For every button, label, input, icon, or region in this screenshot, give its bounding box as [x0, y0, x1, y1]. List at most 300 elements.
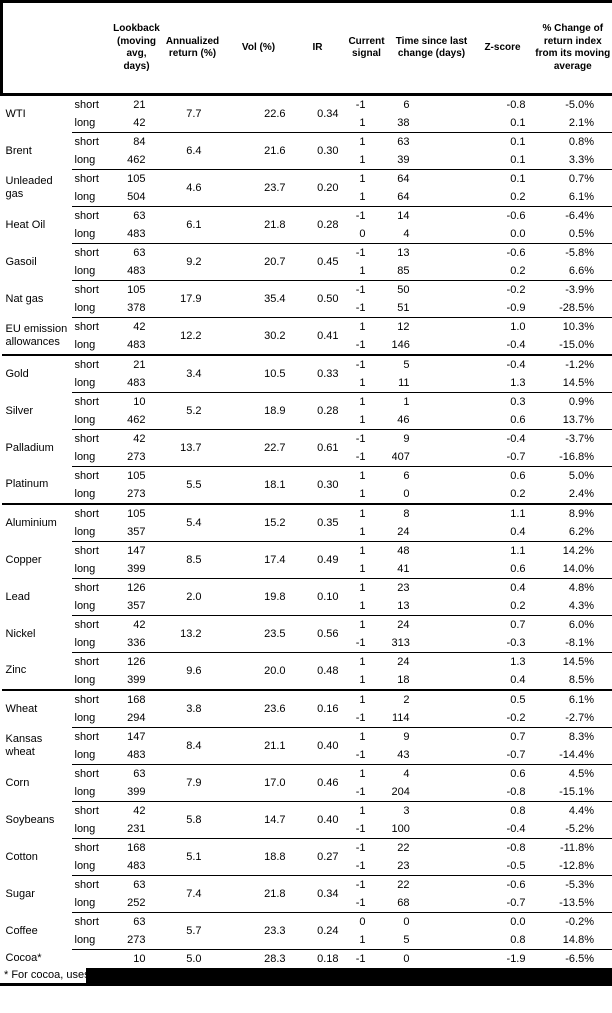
- time-since-change-cell: 2: [392, 690, 472, 709]
- lookback-cell: 126: [112, 579, 162, 598]
- pct-change-cell: 4.4%: [534, 802, 612, 821]
- pct-change-cell: -16.8%: [534, 448, 612, 467]
- leg-label-cell: long: [74, 749, 96, 761]
- pct-change-cell: 14.2%: [534, 542, 612, 561]
- zscore-cell: -0.2: [472, 281, 534, 300]
- time-since-change-cell: 0: [392, 913, 472, 932]
- lookback-cell: 105: [112, 170, 162, 189]
- ir-cell: 0.28: [294, 393, 342, 430]
- leg-label-cell: short: [72, 244, 112, 263]
- commodity-name-cell: Gold: [2, 355, 72, 393]
- time-since-change-cell: 5: [403, 934, 410, 946]
- lookback-cell: 63: [112, 913, 162, 932]
- vol-cell: 18.1: [224, 467, 294, 505]
- zscore-cell: 0.8: [510, 934, 526, 946]
- leg-label-cell: long: [74, 823, 96, 835]
- lookback-cell: 399: [127, 786, 146, 798]
- ir-cell: 0.24: [294, 913, 342, 950]
- table-row: [2, 170, 612, 189]
- ir-cell: 0.40: [294, 802, 342, 839]
- table-row: [2, 504, 612, 523]
- lookback-cell: 483: [127, 228, 146, 240]
- signal-cell: -1: [355, 897, 366, 909]
- ir-cell: 0.20: [294, 170, 342, 207]
- time-since-change-cell: 43: [397, 749, 410, 761]
- pct-change-cell: -5.3%: [534, 876, 612, 895]
- annualized-return-cell: 3.8: [162, 690, 224, 728]
- signal-cell: 1: [342, 504, 392, 523]
- signal-cell: 1: [359, 488, 366, 500]
- zscore-cell: 0.1: [472, 133, 534, 152]
- ir-cell: 0.10: [294, 579, 342, 616]
- annualized-return-cell: 12.2: [162, 318, 224, 356]
- table-row: [2, 579, 612, 598]
- ir-cell: 0.33: [294, 355, 342, 393]
- zscore-cell: 0.7: [472, 728, 534, 747]
- time-since-change-cell: 68: [397, 897, 410, 909]
- time-since-change-cell: 11: [398, 377, 410, 389]
- column-header: Lookback (moving avg, days): [112, 2, 162, 95]
- lookback-cell: 462: [127, 414, 146, 426]
- ir-cell: 0.45: [294, 244, 342, 281]
- pct-change-cell: 6.6%: [534, 262, 612, 281]
- time-since-change-cell: 4: [403, 228, 410, 240]
- pct-change-cell: 2.1%: [534, 114, 612, 133]
- vol-cell: 28.3: [224, 950, 294, 969]
- commodity-name-cell: Soybeans: [5, 813, 55, 826]
- zscore-cell: 0.2: [510, 600, 526, 612]
- signal-cell: 1: [342, 542, 392, 561]
- signal-cell: 1: [342, 467, 392, 486]
- pct-change-cell: 6.1%: [534, 690, 612, 709]
- zscore-cell: -0.6: [472, 207, 534, 226]
- table-row: [2, 876, 612, 895]
- ir-cell: 0.30: [294, 133, 342, 170]
- lookback-cell: 273: [127, 934, 146, 946]
- pct-change-cell: 6.0%: [534, 616, 612, 635]
- annualized-return-cell: 4.6: [162, 170, 224, 207]
- leg-label-cell: long: [74, 674, 96, 686]
- vol-cell: 30.2: [224, 318, 294, 356]
- zscore-cell: 0.4: [472, 579, 534, 598]
- zscore-cell: 0.1: [510, 154, 526, 166]
- lookback-cell: 504: [127, 191, 146, 203]
- column-header: [72, 2, 112, 95]
- signal-cell: -1: [355, 99, 366, 111]
- leg-label-cell: long: [74, 712, 96, 724]
- commodity-name-cell: Aluminium: [2, 504, 72, 542]
- lookback-cell: 168: [112, 839, 162, 858]
- commodity-name-cell: Lead: [5, 590, 30, 603]
- pct-change-cell: 14.5%: [534, 374, 612, 393]
- time-since-change-cell: 24: [392, 616, 472, 635]
- vol-cell: 21.8: [224, 207, 294, 244]
- column-header: IR: [294, 2, 342, 95]
- ir-cell: 0.48: [294, 653, 342, 691]
- annualized-return-cell: 5.5: [162, 467, 224, 505]
- lookback-cell: 63: [112, 876, 162, 895]
- leg-label-cell: long: [74, 860, 96, 872]
- leg-label-cell: short: [72, 765, 112, 784]
- column-header: % Change of return index from its moving average: [534, 2, 612, 95]
- lookback-cell: 483: [127, 860, 146, 872]
- pct-change-cell: 8.3%: [534, 728, 612, 747]
- zscore-cell: 0.5: [472, 690, 534, 709]
- leg-label-cell: long: [74, 637, 96, 649]
- column-header: Z-score: [472, 2, 534, 95]
- lookback-cell: 378: [127, 302, 146, 314]
- time-since-change-cell: 0: [403, 488, 410, 500]
- pct-change-cell: -5.2%: [534, 820, 612, 839]
- zscore-cell: -0.2: [506, 712, 526, 724]
- signal-cell: -1: [355, 451, 366, 463]
- pct-change-cell: -3.7%: [534, 430, 612, 449]
- lookback-cell: 42: [112, 430, 162, 449]
- table-row: [2, 616, 612, 635]
- vol-cell: 21.8: [224, 876, 294, 913]
- ir-cell: 0.28: [294, 207, 342, 244]
- commodity-name-cell: Zinc: [5, 664, 27, 677]
- pct-change-cell: -8.1%: [534, 634, 612, 653]
- zscore-cell: 0.8: [472, 802, 534, 821]
- lookback-cell: 84: [112, 133, 162, 152]
- leg-label-cell: short: [72, 690, 112, 709]
- vol-cell: 15.2: [224, 504, 294, 542]
- annualized-return-cell: 2.0: [162, 579, 224, 616]
- time-since-change-cell: 9: [392, 430, 472, 449]
- lookback-cell: 105: [112, 467, 162, 486]
- zscore-cell: 1.1: [472, 542, 534, 561]
- vol-cell: 22.7: [224, 430, 294, 467]
- annualized-return-cell: 13.2: [162, 616, 224, 653]
- leg-label-cell: long: [74, 265, 96, 277]
- signal-cell: -1: [355, 339, 366, 351]
- pct-change-cell: 6.1%: [534, 188, 612, 207]
- signal-cell: -1: [342, 355, 392, 374]
- zscore-cell: 0.2: [510, 488, 526, 500]
- lookback-cell: 273: [127, 451, 146, 463]
- pct-change-cell: -11.8%: [534, 839, 612, 858]
- pct-change-cell: 8.5%: [534, 671, 612, 690]
- vol-cell: 23.5: [224, 616, 294, 653]
- signal-cell: 1: [342, 616, 392, 635]
- time-since-change-cell: 22: [392, 876, 472, 895]
- ir-cell: 0.40: [294, 728, 342, 765]
- signal-cell: 1: [342, 170, 392, 189]
- leg-label-cell: short: [72, 579, 112, 598]
- vol-cell: 20.7: [224, 244, 294, 281]
- ir-cell: 0.56: [294, 616, 342, 653]
- signal-cell: 1: [359, 934, 366, 946]
- lookback-cell: 21: [133, 99, 146, 111]
- zscore-cell: -0.8: [472, 839, 534, 858]
- zscore-cell: -0.8: [506, 786, 526, 798]
- lookback-cell: 336: [127, 637, 146, 649]
- lookback-cell: 483: [127, 377, 146, 389]
- time-since-change-cell: 204: [391, 786, 410, 798]
- column-header: Current signal: [342, 2, 392, 95]
- time-since-change-cell: 6: [403, 99, 410, 111]
- time-since-change-cell: 23: [392, 579, 472, 598]
- vol-cell: 22.6: [264, 108, 286, 120]
- zscore-cell: 0.6: [472, 765, 534, 784]
- annualized-return-cell: 5.4: [162, 504, 224, 542]
- zscore-cell: 0.1: [510, 117, 526, 129]
- leg-label-cell: [72, 950, 112, 969]
- signal-cell: -1: [342, 839, 392, 858]
- leg-label-cell: long: [74, 414, 96, 426]
- signal-cell: 1: [342, 765, 392, 784]
- lookback-cell: 105: [112, 504, 162, 523]
- commodity-name-cell: Cocoa*: [5, 952, 42, 965]
- table-row: [2, 839, 612, 858]
- leg-label-cell: long: [74, 117, 96, 129]
- leg-label-cell: long: [74, 302, 96, 314]
- signal-cell: 1: [342, 579, 392, 598]
- lookback-cell: 483: [127, 749, 146, 761]
- vol-cell: 17.4: [224, 542, 294, 579]
- lookback-cell: 357: [127, 600, 146, 612]
- leg-label-cell: long: [74, 154, 96, 166]
- signal-cell: -1: [342, 207, 392, 226]
- annualized-return-cell: 6.4: [162, 133, 224, 170]
- lookback-cell: 21: [112, 355, 162, 374]
- pct-change-cell: 8.9%: [534, 504, 612, 523]
- vol-cell: 14.7: [224, 802, 294, 839]
- vol-cell: 35.4: [224, 281, 294, 318]
- lookback-cell: 10: [112, 393, 162, 412]
- lookback-cell: 399: [127, 674, 146, 686]
- table-row: [2, 690, 612, 709]
- table-row: [2, 133, 612, 152]
- time-since-change-cell: 63: [392, 133, 472, 152]
- table-row: [2, 355, 612, 374]
- time-since-change-cell: 13: [397, 600, 410, 612]
- leg-label-cell: short: [72, 876, 112, 895]
- annualized-return-cell: 5.0: [162, 950, 224, 969]
- signal-cell: 1: [342, 393, 392, 412]
- leg-label-cell: long: [74, 563, 96, 575]
- table-row: [2, 913, 612, 932]
- leg-label-cell: short: [72, 467, 112, 486]
- table-row: [2, 430, 612, 449]
- commodity-name-cell: Gasoil: [5, 255, 37, 268]
- leg-label-cell: long: [74, 526, 96, 538]
- ir-cell: 0.34: [294, 876, 342, 913]
- lookback-cell: 105: [112, 281, 162, 300]
- vol-cell: 18.8: [224, 839, 294, 876]
- time-since-change-cell: 8: [392, 504, 472, 523]
- pct-change-cell: -6.4%: [534, 207, 612, 226]
- time-since-change-cell: 38: [397, 117, 410, 129]
- leg-label-cell: long: [74, 897, 96, 909]
- time-since-change-cell: 9: [392, 728, 472, 747]
- ir-cell: 0.49: [294, 542, 342, 579]
- commodity-name-cell: Kansas wheat: [5, 733, 43, 758]
- time-since-change-cell: 22: [392, 839, 472, 858]
- zscore-cell: -0.8: [506, 99, 526, 111]
- ir-cell: 0.16: [294, 690, 342, 728]
- annualized-return-cell: 8.4: [162, 728, 224, 765]
- table-row: [2, 207, 612, 226]
- commodity-name-cell: Unleaded gas: [5, 175, 53, 200]
- signal-cell: -1: [342, 950, 392, 969]
- commodity-name-cell: Sugar: [5, 887, 35, 900]
- signal-cell: -1: [355, 823, 366, 835]
- pct-change-cell: -13.5%: [534, 894, 612, 913]
- pct-change-cell: 0.9%: [534, 393, 612, 412]
- time-since-change-cell: 24: [397, 526, 410, 538]
- zscore-cell: -0.7: [506, 897, 526, 909]
- signal-cell: 1: [342, 318, 392, 337]
- annualized-return-cell: 6.1: [162, 207, 224, 244]
- signal-cell: -1: [342, 876, 392, 895]
- time-since-change-cell: 46: [397, 414, 410, 426]
- lookback-cell: 252: [127, 897, 146, 909]
- zscore-cell: -1.9: [472, 950, 534, 969]
- signal-cell: -1: [355, 749, 366, 761]
- leg-label-cell: short: [72, 542, 112, 561]
- pct-change-cell: 4.8%: [534, 579, 612, 598]
- leg-label-cell: short: [72, 653, 112, 672]
- zscore-cell: 0.6: [510, 414, 526, 426]
- commodity-name-cell: Platinum: [5, 478, 49, 491]
- zscore-cell: 0.3: [472, 393, 534, 412]
- zscore-cell: -0.3: [506, 637, 526, 649]
- vol-cell: 21.6: [224, 133, 294, 170]
- signal-cell: -1: [355, 786, 366, 798]
- time-since-change-cell: 50: [392, 281, 472, 300]
- table-row: [2, 467, 612, 486]
- table-row: [2, 950, 612, 969]
- time-since-change-cell: 3: [392, 802, 472, 821]
- footnote-text: * For cocoa, uses: [4, 969, 90, 981]
- vol-cell: 10.5: [224, 355, 294, 393]
- leg-label-cell: short: [72, 133, 112, 152]
- zscore-cell: -0.4: [506, 823, 526, 835]
- leg-label-cell: long: [74, 786, 96, 798]
- pct-change-cell: 5.0%: [534, 467, 612, 486]
- pct-change-cell: 0.7%: [534, 170, 612, 189]
- commodity-name-cell: Nickel: [5, 627, 36, 640]
- table-row: [2, 281, 612, 300]
- commodity-name-cell: Corn: [5, 776, 30, 789]
- table-header: [2, 2, 612, 95]
- table-row: [2, 318, 612, 337]
- leg-label-cell: short: [72, 504, 112, 523]
- zscore-cell: 0.2: [510, 191, 526, 203]
- pct-change-cell: 10.3%: [534, 318, 612, 337]
- lookback-cell: 168: [112, 690, 162, 709]
- leg-label-cell: long: [74, 339, 96, 351]
- table-row: [2, 653, 612, 672]
- time-since-change-cell: 13: [392, 244, 472, 263]
- leg-label-cell: short: [72, 170, 112, 189]
- pct-change-cell: 14.8%: [534, 931, 612, 950]
- ir-cell: 0.50: [294, 281, 342, 318]
- time-since-change-cell: 23: [397, 860, 410, 872]
- leg-label-cell: short: [72, 207, 112, 226]
- lookback-cell: 10: [112, 950, 162, 969]
- lookback-cell: 462: [127, 154, 146, 166]
- vol-cell: 17.0: [224, 765, 294, 802]
- annualized-return-cell: 9.2: [162, 244, 224, 281]
- vol-cell: 19.8: [224, 579, 294, 616]
- zscore-cell: 0.2: [510, 265, 526, 277]
- vol-cell: 18.9: [224, 393, 294, 430]
- ir-cell: 0.46: [294, 765, 342, 802]
- signal-cell: 1: [359, 154, 366, 166]
- zscore-cell: -0.7: [506, 451, 526, 463]
- column-header: Vol (%): [224, 2, 294, 95]
- lookback-cell: 399: [127, 563, 146, 575]
- signal-cell: 1: [359, 600, 366, 612]
- lookback-cell: 42: [133, 117, 146, 129]
- time-since-change-cell: 18: [397, 674, 410, 686]
- time-since-change-cell: 85: [397, 265, 410, 277]
- pct-change-cell: -15.1%: [534, 783, 612, 802]
- annualized-return-cell: 5.8: [162, 802, 224, 839]
- signal-cell: 0: [342, 913, 392, 932]
- pct-change-cell: -1.2%: [534, 355, 612, 374]
- vol-cell: 23.7: [224, 170, 294, 207]
- signal-cell: 1: [359, 414, 366, 426]
- lookback-cell: 294: [127, 712, 146, 724]
- lookback-cell: 231: [127, 823, 146, 835]
- zscore-cell: 0.4: [510, 674, 526, 686]
- leg-label-cell: long: [74, 934, 96, 946]
- lookback-cell: 273: [127, 488, 146, 500]
- commodity-name-cell: Heat Oil: [5, 218, 46, 231]
- zscore-cell: -0.6: [472, 876, 534, 895]
- table-row: [2, 95, 612, 115]
- pct-change-cell: -28.5%: [534, 299, 612, 318]
- lookback-cell: 63: [112, 207, 162, 226]
- zscore-cell: 0.7: [472, 616, 534, 635]
- commodity-name-cell: WTI: [5, 107, 26, 120]
- signal-cell: 1: [342, 133, 392, 152]
- time-since-change-cell: 146: [391, 339, 410, 351]
- time-since-change-cell: 313: [391, 637, 410, 649]
- leg-label-cell: short: [72, 393, 112, 412]
- leg-label-cell: short: [72, 802, 112, 821]
- ir-cell: 0.27: [294, 839, 342, 876]
- signal-cell: 1: [342, 690, 392, 709]
- time-since-change-cell: 4: [392, 765, 472, 784]
- zscore-cell: 0.6: [510, 563, 526, 575]
- commodity-name-cell: Copper: [5, 553, 42, 566]
- zscore-cell: -0.4: [472, 355, 534, 374]
- leg-label-cell: short: [72, 913, 112, 932]
- annualized-return-cell: 13.7: [162, 430, 224, 467]
- time-since-change-cell: 407: [391, 451, 410, 463]
- leg-label-cell: short: [72, 355, 112, 374]
- time-since-change-cell: 39: [397, 154, 410, 166]
- time-since-change-cell: 5: [392, 355, 472, 374]
- leg-label-cell: short: [72, 839, 112, 858]
- ir-cell: 0.18: [294, 950, 342, 969]
- annualized-return-cell: 5.1: [162, 839, 224, 876]
- lookback-cell: 42: [112, 318, 162, 337]
- leg-label-cell: short: [72, 318, 112, 337]
- signal-cell: -1: [342, 430, 392, 449]
- zscore-cell: 0.4: [510, 526, 526, 538]
- leg-label-cell: short: [74, 99, 99, 111]
- pct-change-cell: 4.5%: [534, 765, 612, 784]
- zscore-cell: 1.3: [510, 377, 526, 389]
- signal-cell: 1: [359, 563, 366, 575]
- time-since-change-cell: 24: [392, 653, 472, 672]
